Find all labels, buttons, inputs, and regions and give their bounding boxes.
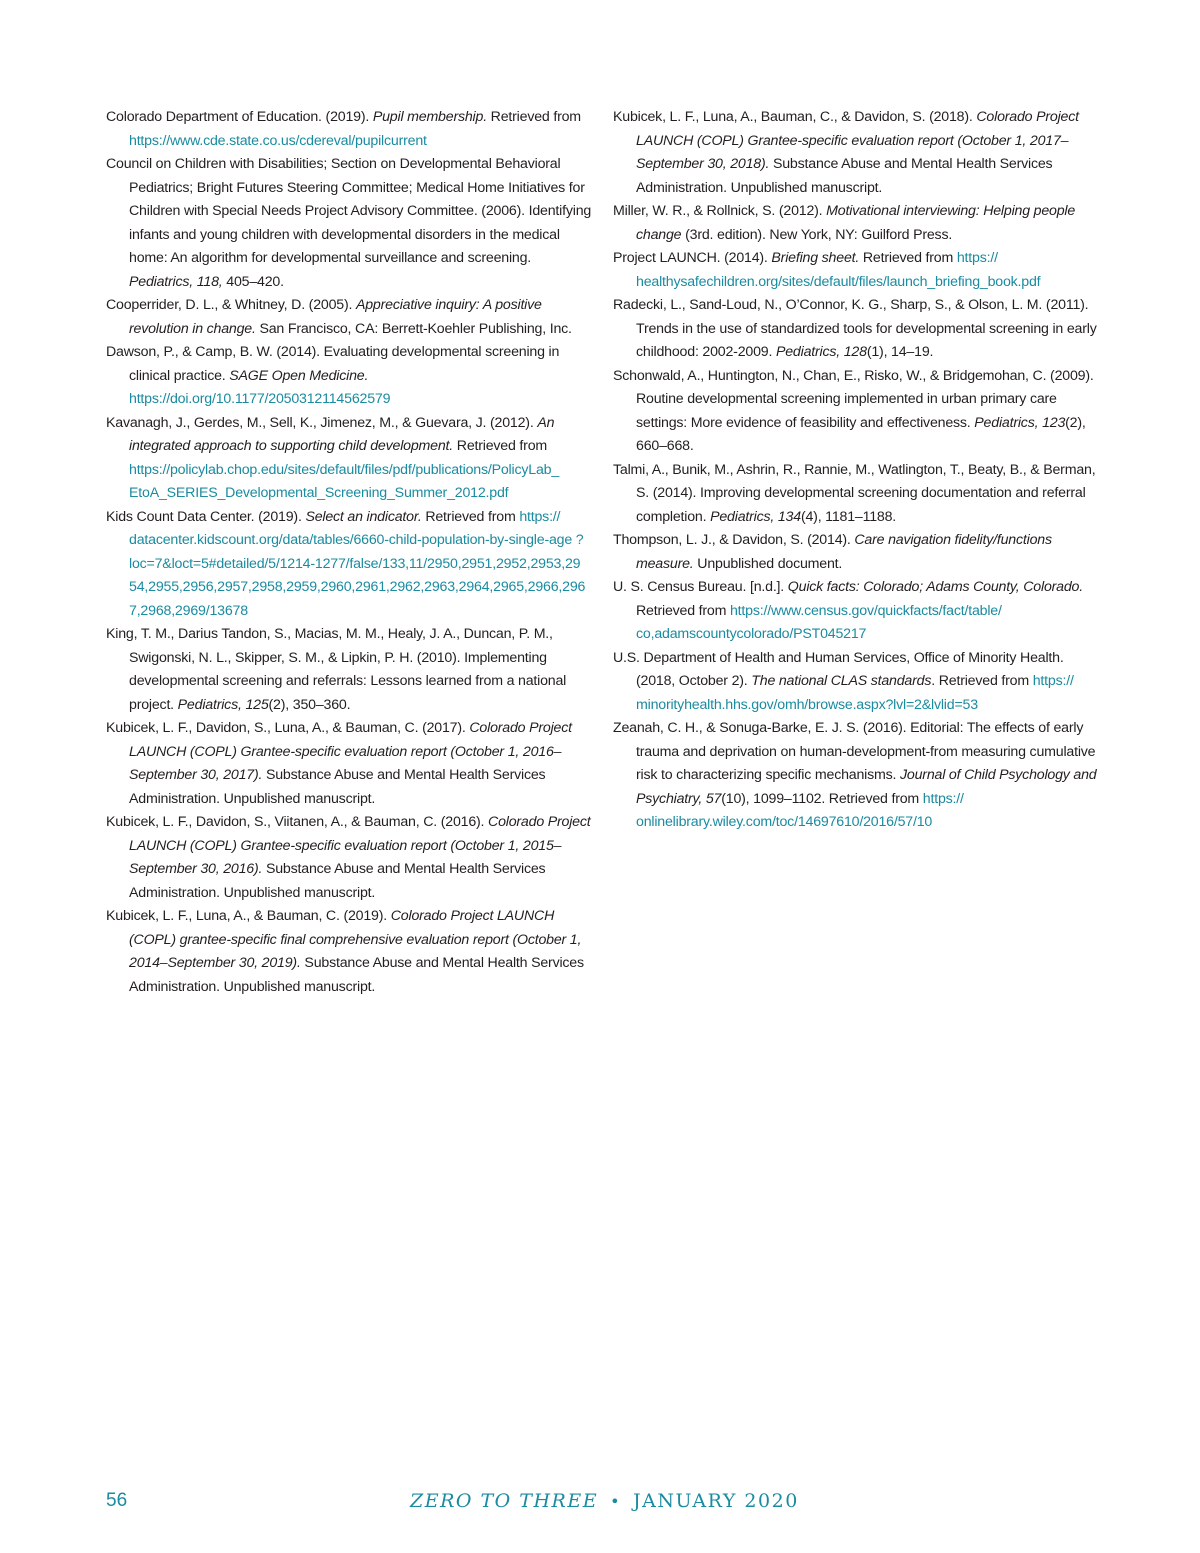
reference-entry xyxy=(106,341,592,412)
reference-text: Dawson, P., & Camp, B. W. (2014). Evaluating developmental screening in clinical practice. xyxy=(106,344,560,384)
reference-link[interactable]: https:// healthysafechildren.org/sites/default/files/launch_briefing_book.pdf xyxy=(636,250,1041,290)
reference-text: Substance Abuse and Mental Health Services Administration. Unpublished manuscript. xyxy=(129,955,584,995)
reference-title: Pediatrics, 128 xyxy=(775,344,867,360)
reference-title: An integrated approach to supporting child development. xyxy=(129,414,555,454)
reference-text: (2), 350–360. xyxy=(268,696,351,713)
reference-entry xyxy=(106,623,592,717)
reference-text: (4), 1181–1188. xyxy=(800,508,897,525)
reference-title: Quick facts: Colorado; Adams County, Colorado. xyxy=(787,579,1083,595)
reference-title: Pediatrics, 123 xyxy=(974,414,1066,431)
reference-entry xyxy=(106,106,592,153)
reference-entry xyxy=(613,529,1097,576)
reference-title: Colorado Project LAUNCH (COPL) Grantee-specific evaluation report (October 1, 2015–September 30, 2016). xyxy=(129,814,591,877)
reference-entry xyxy=(106,905,592,999)
reference-text: Substance Abuse and Mental Health Services Administration. Unpublished manuscript. xyxy=(129,767,546,807)
reference-entry xyxy=(613,200,1097,247)
reference-entry xyxy=(106,717,592,811)
reference-entry xyxy=(613,365,1097,459)
reference-text: Council on Children with Disabilities; Section on Developmental Behavioral Pediatrics; Bright Futures Steering Committee; Medical Home Initiatives for Children with Special Needs Project Advisory Committee. (2006). Identifying infants and young children with developmental disorders in the medical home: An algorithm for developmental surveillance and screening. xyxy=(106,156,592,266)
reference-entry xyxy=(106,506,592,624)
reference-text: Unpublished document. xyxy=(693,555,843,572)
reference-text: Radecki, L., Sand-Loud, N., O’Connor, K. G., Sharp, S., & Olson, L. M. (2011). Trends in the use of standardized tools for developmental screening in early childhood: 2002-2009. xyxy=(613,297,1097,360)
reference-text: (3rd. edition). New York, NY: Guilford Press. xyxy=(681,226,953,243)
reference-text: Kubicek, L. F., Luna, A., & Bauman, C. (2019). xyxy=(106,908,391,924)
reference-text: Schonwald, A., Huntington, N., Chan, E., Risko, W., & Bridgemohan, C. (2009). Routine developmental screening implemented in urban primary care settings: More evidence of feasibility and effectiveness. xyxy=(613,367,1094,431)
reference-title: Colorado Project LAUNCH (COPL) grantee-specific final comprehensive evaluation report (October 1, 2014–September 30, 2019). xyxy=(129,908,582,971)
reference-text: Retrieved from xyxy=(421,508,520,525)
reference-text: Kubicek, L. F., Davidon, S., Viitanen, A., & Bauman, C. (2016). xyxy=(106,814,489,830)
reference-text: U.S. Department of Health and Human Services, Office of Minority Health. (2018, October 2). xyxy=(613,649,1064,689)
reference-text: Zeanah, C. H., & Sonuga-Barke, E. J. S. (2016). Editorial: The effects of early trauma and deprivation on human-development-from measuring cumulative risk to characterizing specific mechanisms. xyxy=(613,720,1096,783)
reference-text: Substance Abuse and Mental Health Services Administration. Unpublished manuscript. xyxy=(636,156,1053,196)
reference-entry xyxy=(613,459,1097,530)
reference-text: (1), 14–19. xyxy=(866,344,934,360)
reference-text: (10), 1099–1102. Retrieved from xyxy=(721,790,923,807)
reference-text: Kids Count Data Center. (2019). xyxy=(106,508,306,525)
reference-text: Miller, W. R., & Rollnick, S. (2012). xyxy=(613,203,827,219)
reference-link[interactable]: https://policylab.chop.edu/sites/default/files/pdf/publications/PolicyLab_ EtoA_SERIES_Developmental_Screening_Summer_2012.pdf xyxy=(129,461,560,501)
reference-text: Retrieved from xyxy=(859,250,957,266)
reference-title: Care navigation fidelity/functions measure. xyxy=(636,532,1052,572)
reference-text: (2), 660–668. xyxy=(636,414,1086,454)
reference-title: Colorado Project LAUNCH (COPL) Grantee-specific evaluation report (October 1, 2016–September 30, 2017). xyxy=(129,720,572,783)
reference-link[interactable]: https:// minorityhealth.hhs.gov/omh/browse.aspx?lvl=2&lvlid=53 xyxy=(636,673,1074,713)
reference-text: Substance Abuse and Mental Health Services Administration. Unpublished manuscript. xyxy=(129,861,546,901)
page-footer xyxy=(0,1488,1200,1518)
reference-entry xyxy=(613,717,1097,835)
reference-text: Thompson, L. J., & Davidon, S. (2014). xyxy=(613,532,855,548)
reference-title: Pediatrics, 134 xyxy=(710,508,801,525)
issue-date: JANUARY 2020 xyxy=(633,1490,799,1512)
reference-entry xyxy=(106,153,592,294)
reference-link[interactable]: https:// onlinelibrary.wiley.com/toc/14697610/2016/57/10 xyxy=(636,790,964,830)
reference-entry xyxy=(613,294,1097,365)
reference-title: The national CLAS standards xyxy=(751,673,932,689)
reference-entry xyxy=(106,412,592,506)
reference-title: Pediatrics, 118, xyxy=(129,273,223,290)
references-left-column xyxy=(106,106,592,999)
reference-entry xyxy=(613,647,1097,718)
reference-link[interactable]: https://www.cde.state.co.us/cdereval/pupilcurrent xyxy=(129,132,427,149)
reference-text: San Francisco, CA: Berrett-Koehler Publishing, Inc. xyxy=(255,320,572,337)
reference-title: Colorado Project LAUNCH (COPL) Grantee-specific evaluation report (October 1, 2017–September 30, 2018). xyxy=(636,109,1079,172)
reference-text: Cooperrider, D. L., & Whitney, D. (2005). xyxy=(106,297,356,313)
reference-text: Kubicek, L. F., Davidon, S., Luna, A., & Bauman, C. (2017). xyxy=(106,720,470,736)
reference-text: . Retrieved from xyxy=(931,673,1033,689)
reference-title: Pupil membership. xyxy=(372,109,487,125)
reference-title: Briefing sheet. xyxy=(771,250,860,266)
reference-title: SAGE Open Medicine. xyxy=(229,367,369,384)
reference-entry xyxy=(613,576,1097,647)
publication-line xyxy=(410,1490,799,1512)
reference-text: Kavanagh, J., Gerdes, M., Sell, K., Jimenez, M., & Guevara, J. (2012). xyxy=(106,414,538,431)
reference-text: 405–420. xyxy=(222,273,284,290)
magazine-title: ZERO TO THREE xyxy=(410,1490,599,1512)
separator-bullet: • xyxy=(610,1492,622,1511)
reference-title: Motivational interviewing: Helping people change xyxy=(636,203,1076,243)
reference-text: Retrieved from xyxy=(636,602,730,619)
reference-link[interactable]: https://www.census.gov/quickfacts/fact/table/ co,adamscountycolorado/PST045217 xyxy=(636,602,1002,642)
references-right-column xyxy=(613,106,1097,835)
reference-text: Retrieved from xyxy=(486,109,581,125)
reference-link[interactable]: https://doi.org/10.1177/2050312114562579 xyxy=(129,391,391,407)
reference-entry xyxy=(613,106,1097,200)
reference-title: Appreciative inquiry: A positive revolution in change. xyxy=(129,297,542,337)
reference-entry xyxy=(106,811,592,905)
reference-title: Pediatrics, 125 xyxy=(177,696,269,713)
reference-text: Talmi, A., Bunik, M., Ashrin, R., Rannie, M., Watlington, T., Beaty, B., & Berman, S. (2014). Improving developmental screening documentation and referral completion. xyxy=(613,461,1096,525)
reference-text: Colorado Department of Education. (2019). xyxy=(106,109,373,125)
reference-link[interactable]: https:// datacenter.kidscount.org/data/tables/6660-child-population-by-single-age ?loc=7&loct=5#detailed/5/1214-1277/false/133,11/2950,2951,2952,2953,29 54,2955,2956,2957,2958,2959,2960,2961,2962,2963,2964,2965,2966,296 7,2968,2969/13678 xyxy=(129,508,586,619)
reference-entry xyxy=(106,294,592,341)
reference-title: Select an indicator. xyxy=(305,508,422,525)
reference-text: Retrieved from xyxy=(453,438,548,454)
page-number: 56 xyxy=(106,1490,128,1511)
reference-text: U. S. Census Bureau. [n.d.]. xyxy=(613,579,788,595)
reference-text: Kubicek, L. F., Luna, A., Bauman, C., & Davidon, S. (2018). xyxy=(613,109,977,125)
reference-text: Project LAUNCH. (2014). xyxy=(613,250,772,266)
reference-title: Journal of Child Psychology and Psychiatry, 57 xyxy=(636,767,1097,807)
reference-text: King, T. M., Darius Tandon, S., Macias, M. M., Healy, J. A., Duncan, P. M., Swigonski, N. L., Skipper, S. M., & Lipkin, P. H. (2010). Implementing developmental screening and referrals: Lessons learned from a national project. xyxy=(106,626,567,713)
reference-entry xyxy=(613,247,1097,294)
